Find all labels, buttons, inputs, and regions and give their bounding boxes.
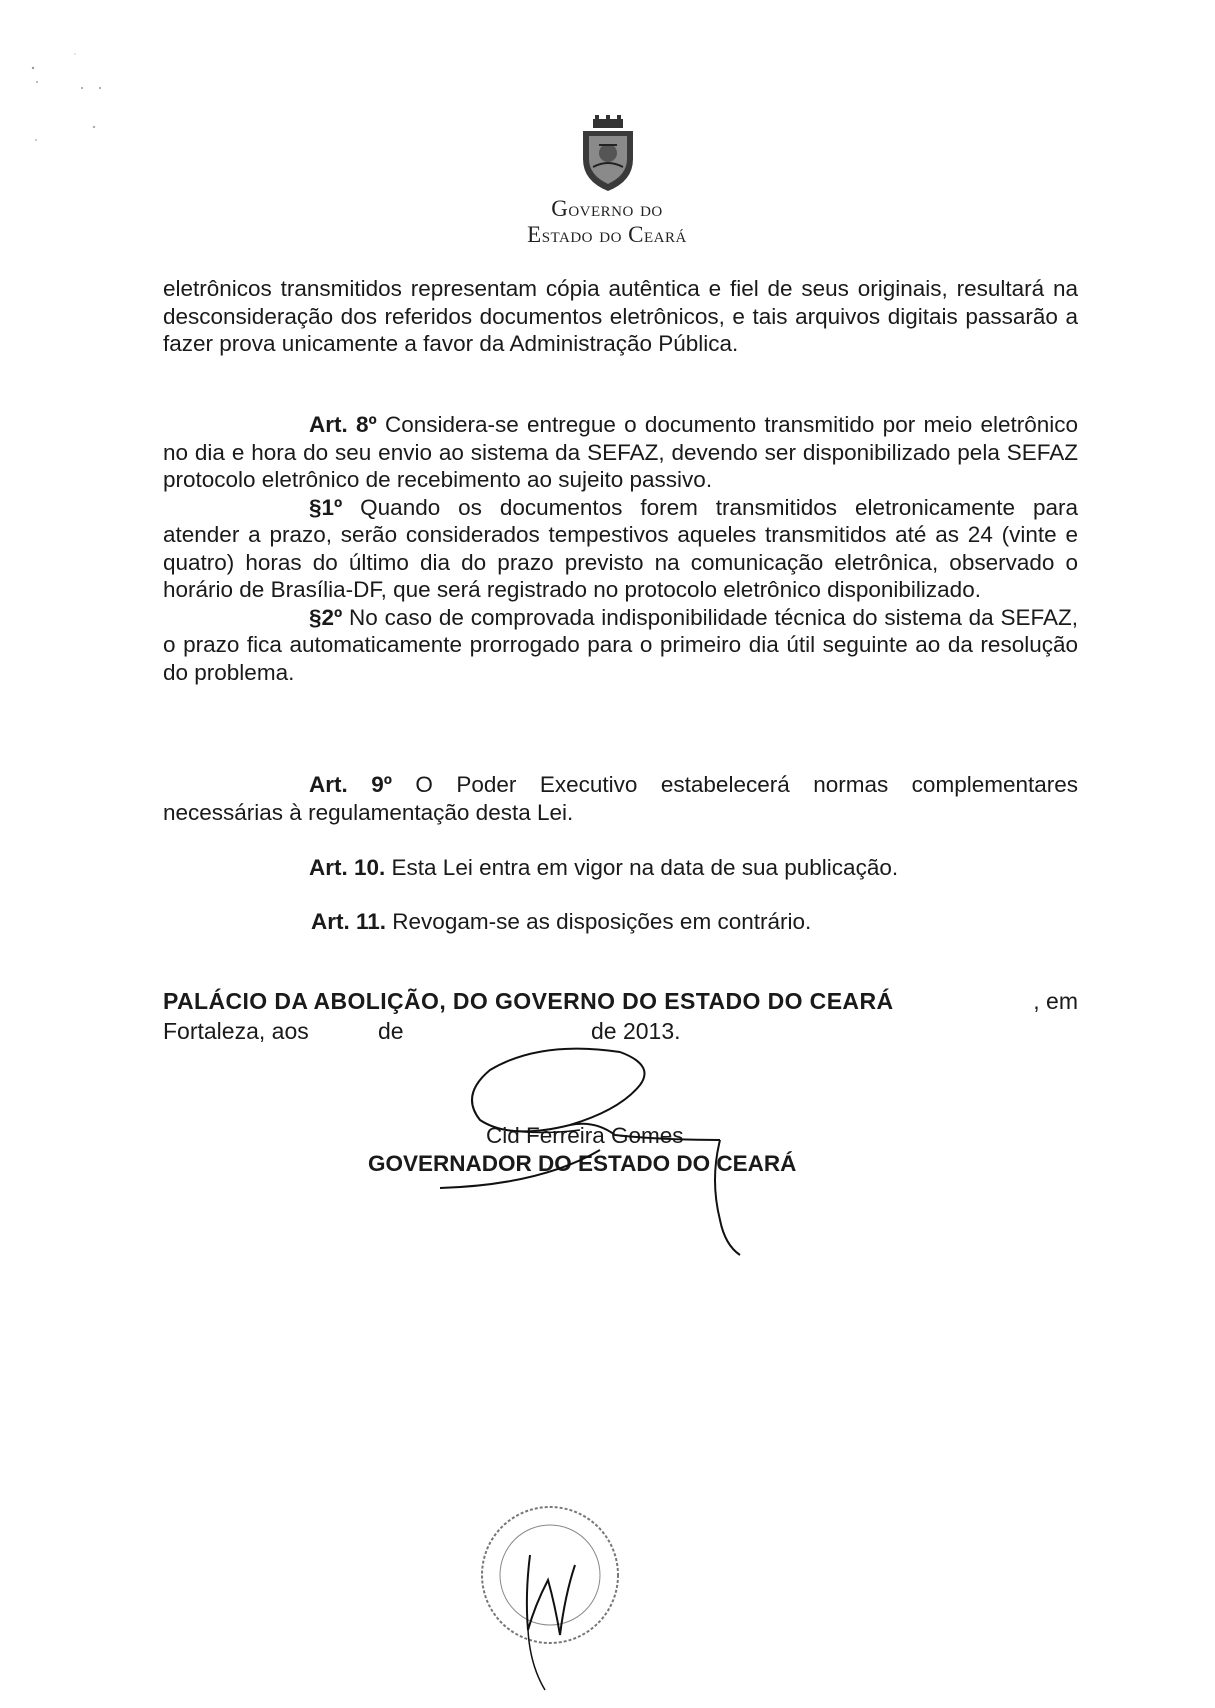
closing-de-year: de 2013.	[591, 1018, 681, 1044]
article-8-text: Considera-se entregue o documento transmitido por meio eletrônico no dia e hora do seu envio ao sistema da SEFAZ, devendo ser disponibilizado pela SEFAZ protocolo eletrônico de recebimento ao sujeito passivo.	[163, 412, 1079, 492]
closing-title: PALÁCIO DA ABOLIÇÃO, DO GOVERNO DO ESTADO DO CEARÁ	[163, 988, 894, 1014]
article-9	[163, 771, 1078, 826]
paragraph-1-label: §1º	[309, 494, 343, 520]
article-10-text: Esta Lei entra em vigor na data de sua publicação.	[385, 855, 899, 880]
article-10-label: Art. 10.	[309, 855, 386, 880]
article-8-paragraph-1	[163, 494, 1078, 604]
header-estado-do-ceara: ESTADO DO CEARÁ	[527, 222, 687, 247]
closing-de-1: de	[378, 1018, 404, 1044]
article-8	[163, 411, 1078, 686]
header-governo-do: GOVERNO DO	[551, 196, 663, 221]
signatory-name: Cid Ferreira Gomes	[486, 1123, 684, 1148]
article-8-paragraph-2	[163, 604, 1078, 687]
closing-city: Fortaleza, aos	[163, 1018, 309, 1044]
paragraph-2-text: No caso de comprovada indisponibilidade técnica do sistema da SEFAZ, o prazo fica automaticamente prorrogado para o primeiro dia útil seguinte ao da resolução do problema.	[163, 604, 1078, 685]
article-9-label: Art. 9º	[309, 772, 392, 797]
article-10	[309, 855, 898, 881]
closing-block	[163, 986, 1078, 1046]
closing-title-suffix: , em	[1033, 988, 1078, 1014]
article-11	[311, 909, 811, 935]
signatory-title: GOVERNADOR DO ESTADO DO CEARÁ	[368, 1151, 797, 1176]
continuation-paragraph	[163, 275, 1078, 358]
article-9-text: O Poder Executivo estabelecerá normas complementares necessárias à regulamentação desta Lei.	[163, 772, 1079, 825]
article-8-caput	[163, 411, 1078, 494]
procuradoria-stamp	[470, 1495, 630, 1695]
continuation-text: eletrônicos transmitidos representam cópia autêntica e fiel de seus originais, resultará na desconsideração dos referidos documentos eletrônicos, e tais arquivos digitais passarão a fazer prova unicamente a favor da Administração Pública.	[163, 276, 1078, 356]
article-11-label: Art. 11.	[311, 909, 387, 934]
handwritten-signature	[420, 1040, 800, 1270]
paragraph-2-label: §2º	[309, 604, 343, 630]
article-8-label: Art. 8º	[309, 412, 377, 437]
article-11-text: Revogam-se as disposições em contrário.	[386, 909, 812, 934]
ceara-coat-of-arms	[573, 115, 643, 193]
paragraph-1-text: Quando os documentos forem transmitidos eletronicamente para atender a prazo, serão considerados tempestivos aqueles transmitidos até as 24 (vinte e quatro) horas do último dia do prazo previsto na comunicação eletrônica, observado o horário de Brasília-DF, que será registrado no protocolo eletrônico disponibilizado.	[163, 494, 1078, 602]
scan-artifact-dots	[20, 40, 130, 160]
